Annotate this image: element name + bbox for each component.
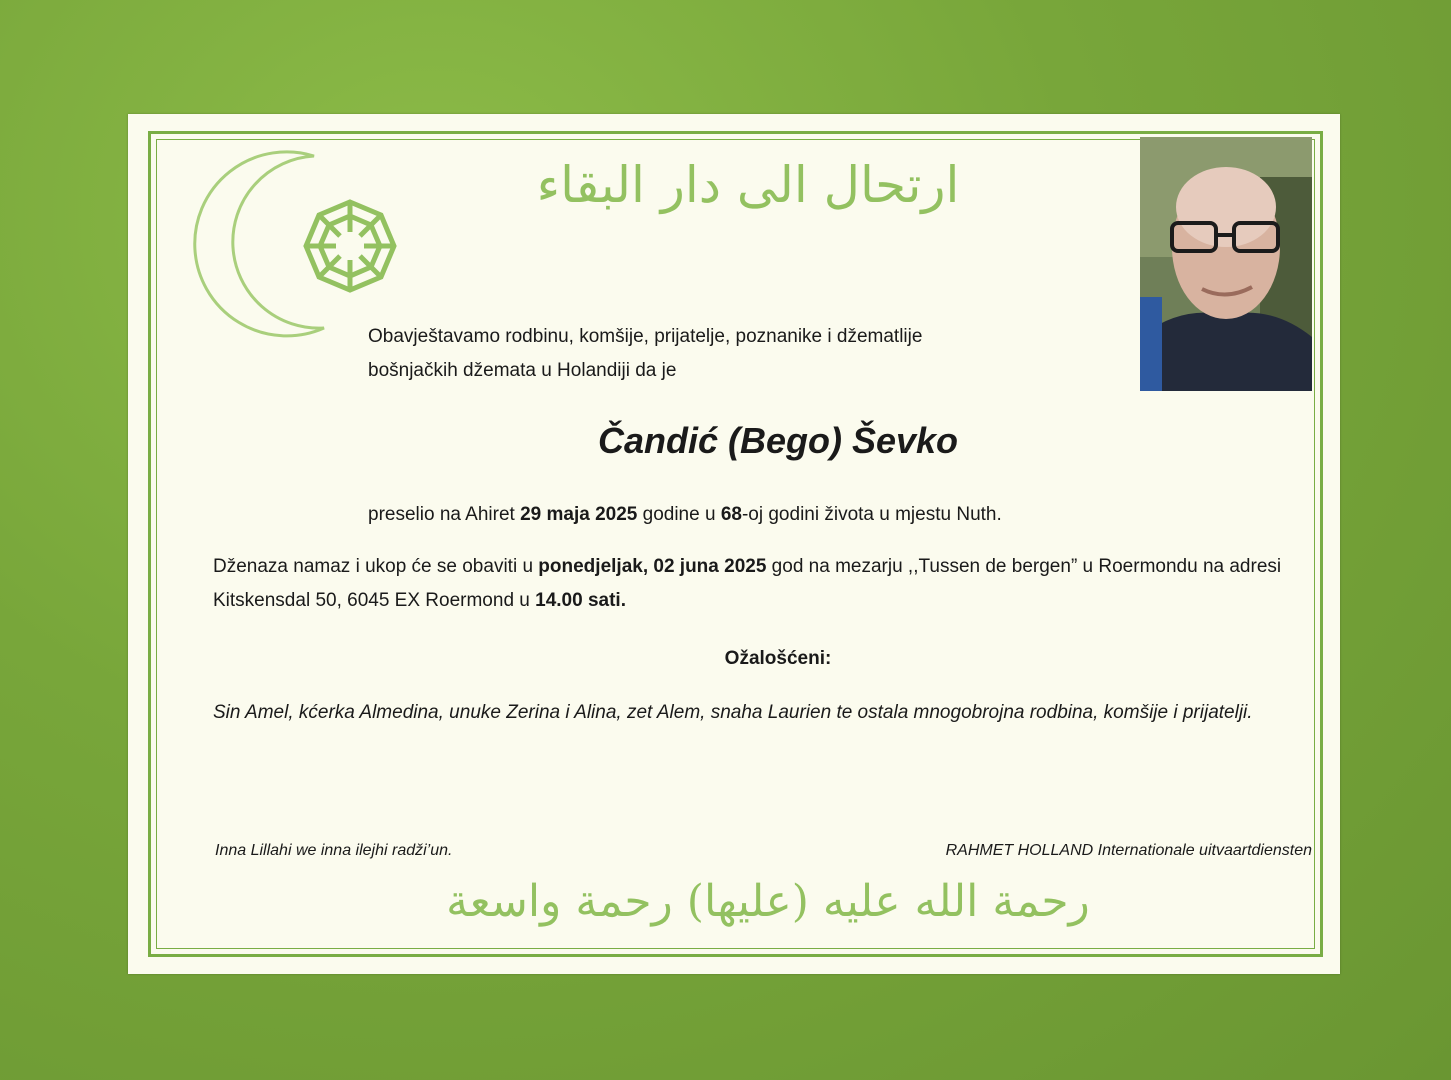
death-date: 29 maja 2025 [520, 504, 638, 525]
funeral-mid: god na mezarju ,,Tussen de bergen” u Roermondu na adresi Kitskensdal 50, 6045 EX Roermond u [213, 556, 1282, 611]
obituary-card [128, 114, 1340, 974]
death-age: 68 [720, 504, 742, 525]
footer-right: RAHMET HOLLAND Internationale uitvaartdiensten [945, 842, 1312, 859]
deceased-photo [1140, 137, 1312, 391]
intro-line-1: Obavještavamo rodbinu, komšije, prijatelje, poznanike i džematlije [368, 326, 923, 347]
footer-left: Inna Lillahi we inna ilejhi radži’un. [215, 842, 453, 859]
death-notice-mid1: godine u [637, 504, 721, 525]
funeral-notice [213, 550, 1313, 618]
crescent-emblem-icon [184, 142, 444, 342]
portrait-image [1140, 137, 1312, 391]
arabic-prayer: رحمة الله عليه (عليها) رحمة واسعة [446, 876, 1090, 927]
death-notice-mid2: -oj godini života u mjestu Nuth. [741, 504, 1002, 525]
death-notice [368, 498, 1188, 532]
intro-text [368, 320, 1088, 388]
deceased-name: Čandić (Bego) Ševko [597, 420, 959, 461]
mourners-heading: Ožalošćeni: [724, 648, 832, 669]
funeral-date: ponedjeljak, 02 juna 2025 [538, 556, 767, 577]
death-notice-pre: preselio na Ahiret [368, 504, 521, 525]
arabic-title: ارتحال الى دار البقاء [536, 156, 960, 214]
funeral-time: 14.00 sati. [535, 590, 626, 611]
funeral-pre: Dženaza namaz i ukop će se obaviti u [213, 556, 539, 577]
intro-line-2: bošnjačkih džemata u Holandiji da je [368, 360, 677, 381]
mourners-list: Sin Amel, kćerka Almedina, unuke Zerina i Alina, zet Alem, snaha Laurien te ostala mnogobrojna rodbina, komšije i prijatelji. [213, 702, 1253, 723]
